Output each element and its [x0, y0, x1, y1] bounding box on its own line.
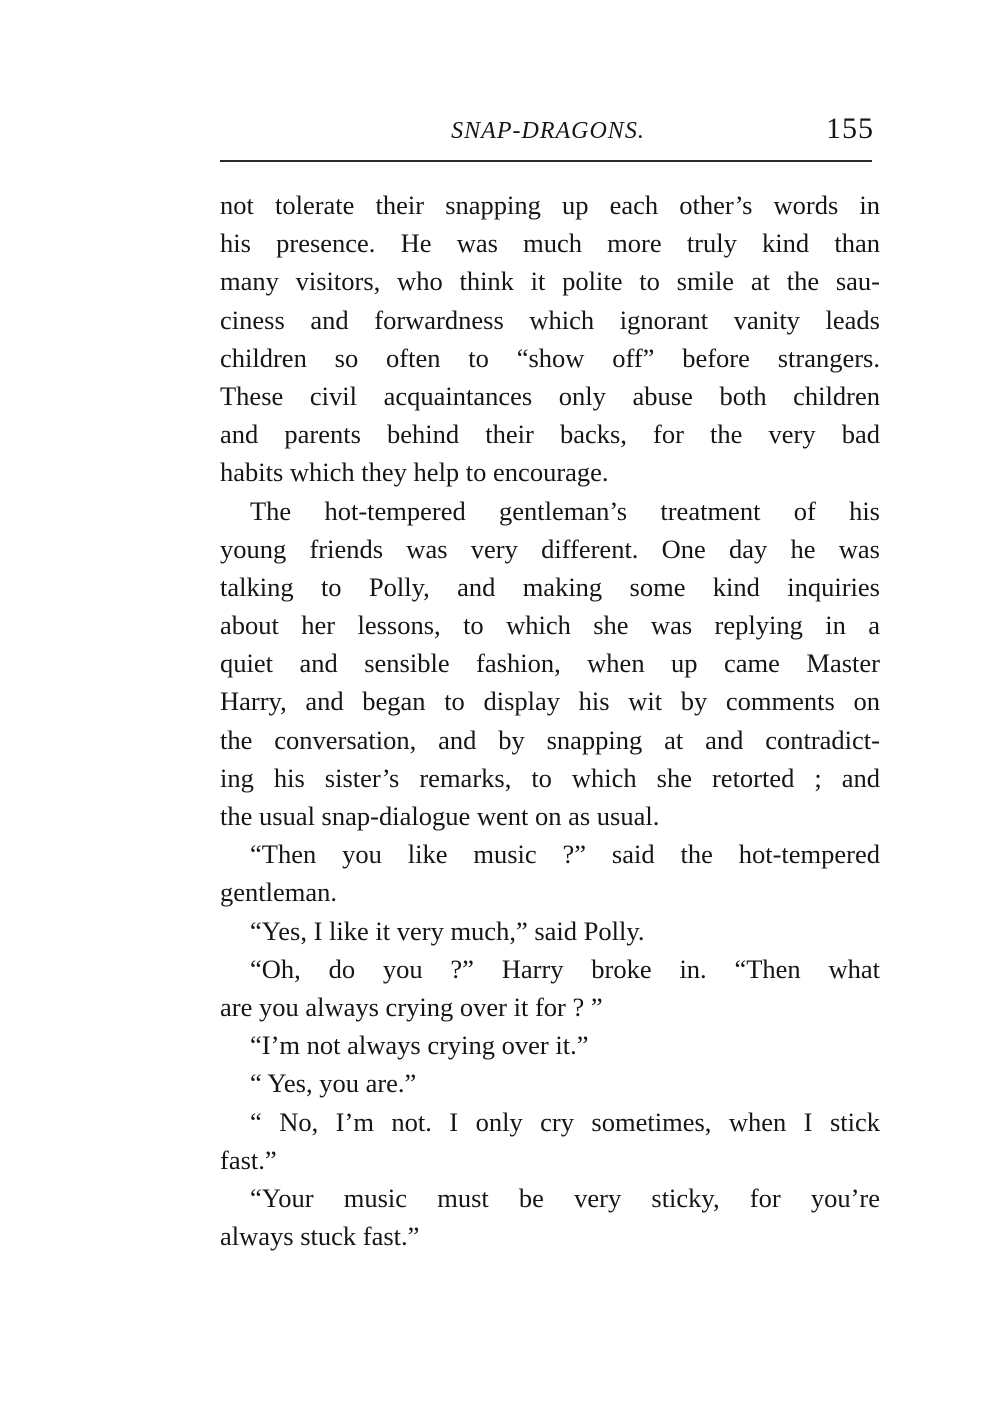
text-line: ciness and forwardness which ignorant vanity leads: [220, 304, 880, 335]
page-number: 155: [826, 112, 874, 145]
text-line: many visitors, who think it polite to smile at the sau-: [220, 266, 880, 297]
text-line: young friends was very different. One day he was: [220, 533, 880, 564]
text-line: Harry, and began to display his wit by comments on: [220, 686, 880, 717]
text-line: “ Yes, you are.”: [250, 1068, 417, 1099]
text-line: “Then you like music ?” said the hot-tempered: [250, 839, 880, 870]
text-line: the conversation, and by snapping at and contradict-: [220, 724, 880, 755]
text-line: are you always crying over it for ? ”: [220, 991, 603, 1022]
text-line: talking to Polly, and making some kind inquiries: [220, 571, 880, 602]
text-line: The hot-tempered gentleman’s treatment of his: [250, 495, 880, 526]
text-line: These civil acquaintances only abuse both children: [220, 380, 880, 411]
text-line: not tolerate their snapping up each other’s words in: [220, 190, 880, 220]
text-line: habits which they help to encourage.: [220, 457, 609, 488]
text-line: gentleman.: [220, 877, 337, 908]
text-line: “Yes, I like it very much,” said Polly.: [250, 915, 645, 946]
text-line: quiet and sensible fashion, when up came Master: [220, 648, 880, 679]
text-line: about her lessons, to which she was replying in a: [220, 610, 880, 641]
text-line: children so often to “show off” before strangers.: [220, 342, 880, 373]
text-line: “Your music must be very sticky, for you’re: [250, 1182, 880, 1213]
text-line: ing his sister’s remarks, to which she retorted ; and: [220, 762, 880, 793]
text-line: “Oh, do you ?” Harry broke in. “Then what: [250, 953, 880, 984]
text-line: fast.”: [220, 1144, 277, 1175]
running-head: [220, 112, 876, 152]
text-line: “ No, I’m not. I only cry sometimes, when I stick: [250, 1106, 880, 1137]
text-line: “I’m not always crying over it.”: [250, 1030, 589, 1061]
body-text: [220, 186, 880, 1255]
text-line: the usual snap-dialogue went on as usual.: [220, 801, 660, 831]
running-title: SNAP-DRAGONS.: [451, 118, 645, 144]
text-line: always stuck fast.”: [220, 1221, 420, 1252]
text-line: his presence. He was much more truly kind than: [220, 228, 880, 259]
header-rule: [220, 160, 872, 162]
text-line: and parents behind their backs, for the very bad: [220, 419, 880, 450]
